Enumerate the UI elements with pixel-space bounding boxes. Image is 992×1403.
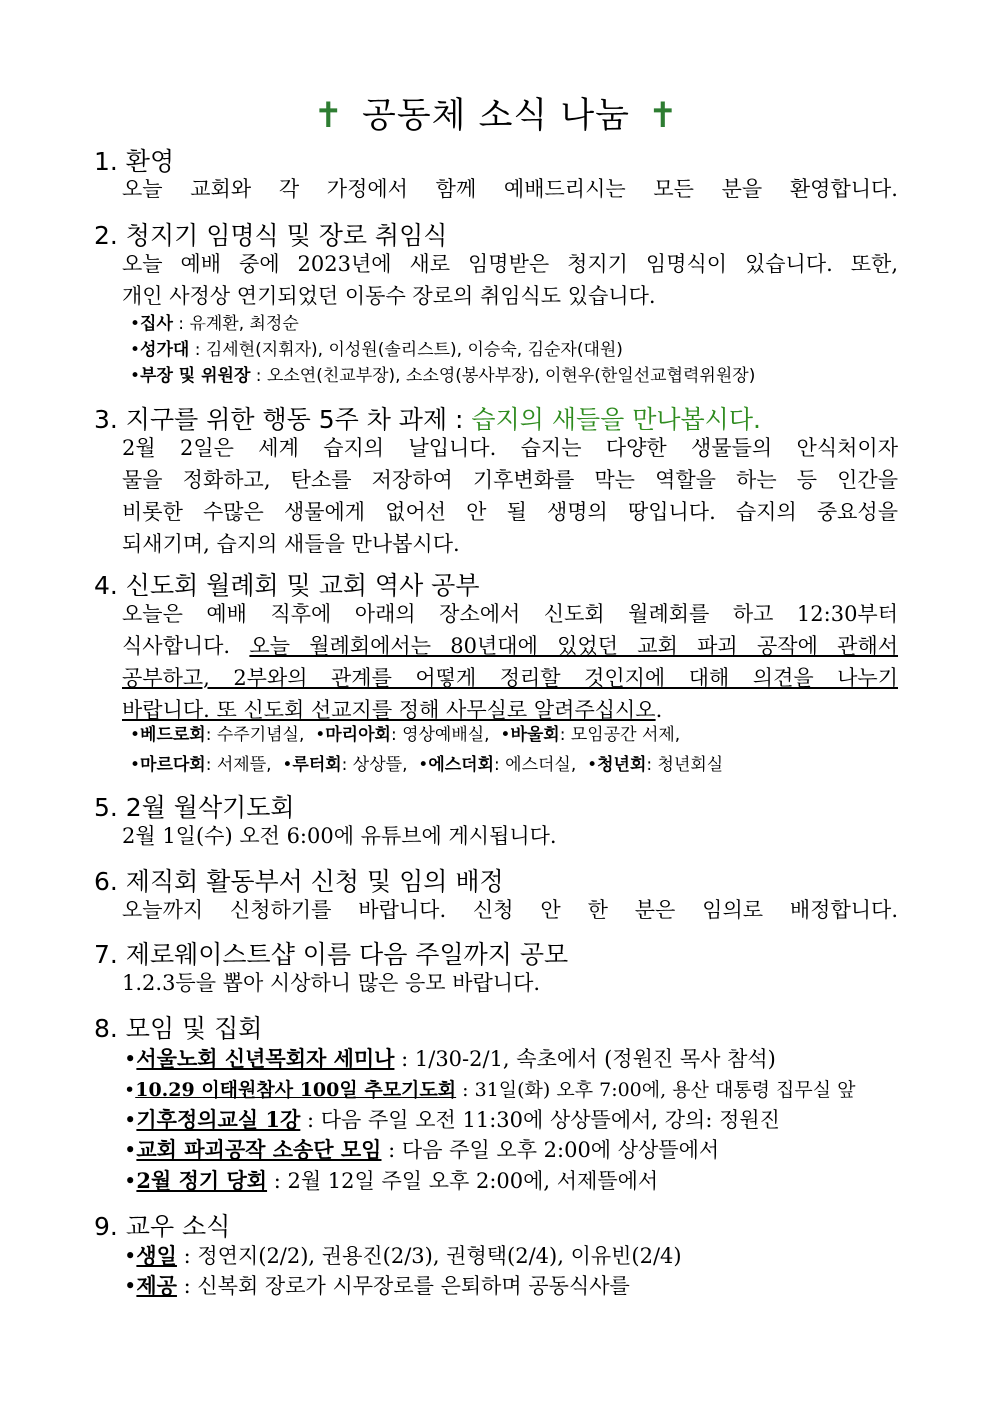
section-body-earth-action (122, 432, 898, 560)
bullet-text: 유계환, 최정순 (189, 314, 299, 334)
member-news-item: •제공 : 신복회 장로가 시무장로를 은퇴하며 공동식사를 (124, 1273, 630, 1298)
body-line: 비롯한 수많은 생물에게 없어선 안 될 생명의 땅입니다. 습지의 중요성을 (122, 500, 898, 524)
bullet-text: 오소연(친교부장), 소소영(봉사부장), 이현우(한일선교협력위원장) (266, 366, 756, 386)
bullet-label: 부장 및 위원장 (140, 366, 251, 386)
body-line: 되새기며, 습지의 새들을 만나봅시다. (122, 532, 460, 556)
section-body-welcome (122, 173, 898, 205)
bullet-item: •성가대 : 김세현(지휘자), 이성원(솔리스트), 이승숙, 김순자(대원) (130, 340, 623, 360)
bullet-item: •집사 : 유계환, 최정순 (130, 314, 299, 334)
body-line: 오늘 교회와 각 가정에서 함께 예배드리시는 모든 분을 환영합니다. (122, 177, 898, 201)
bullet-text: 김세현(지휘자), 이성원(솔리스트), 이승숙, 김순자(대원) (205, 340, 623, 360)
body-line: 공부하고, 2부와의 관계를 어떻게 정리할 것인지에 대해 의견을 나누기 (122, 666, 898, 690)
cross-icon: ✝ (313, 96, 344, 136)
title-text: 공동체 소식 나눔 (362, 96, 630, 136)
section-heading-fellowship: 4. 신도회 월례회 및 교회 역사 공부 (94, 571, 480, 600)
event-item: •서울노회 신년목회자 세미나 : 1/30-2/1, 속초에서 (정원진 목사 참석) (124, 1046, 776, 1071)
body-line: 2월 2일은 세계 습지의 날입니다. 습지는 다양한 생물들의 안식처이자 (122, 436, 898, 460)
places-row: •베드로회: 수주기념실, •마리아회: 영상예배실, •바울회: 모임공간 서제, (130, 725, 681, 745)
member-news-item: •생일 : 정연지(2/2), 권용진(2/3), 권형택(2/4), 이유빈(2/4) (124, 1243, 682, 1268)
body-line: 물을 정화하고, 탄소를 저장하여 기후변화를 막는 역할을 하는 등 인간을 (122, 468, 898, 492)
event-item: •2월 정기 당회 : 2월 12일 주일 오후 2:00에, 서제뜰에서 (124, 1168, 659, 1193)
bullet-label: 집사 (140, 314, 173, 334)
section-body-stewards (122, 248, 898, 312)
section-heading-member-news: 9. 교우 소식 (94, 1212, 231, 1241)
section-heading-zero-waste: 7. 제로웨이스트샵 이름 다음 주일까지 공모 (94, 940, 569, 969)
body-line: 개인 사정상 연기되었던 이동수 장로의 취임식도 있습니다. (122, 284, 656, 308)
body-line: 식사합니다. 오늘 월례회에서는 80년대에 있었던 교회 파괴 공작에 관해서 (122, 634, 899, 658)
page-title (0, 88, 992, 138)
body-line: 오늘까지 신청하기를 바랍니다. 신청 안 한 분은 임의로 배정합니다. (122, 898, 898, 922)
body-line: 오늘 예배 중에 2023년에 새로 임명받은 청지기 임명식이 있습니다. 또한, (122, 252, 898, 276)
bullet-label: 성가대 (140, 340, 190, 360)
section-body-dawn-prayer (122, 820, 898, 852)
section-body-committee (122, 894, 898, 926)
event-item: •교회 파괴공작 소송단 모임 : 다음 주일 오후 2:00에 상상뜰에서 (124, 1137, 720, 1162)
section-body-fellowship (122, 598, 898, 726)
cross-icon: ✝ (648, 96, 679, 136)
body-line: 바랍니다. 또 신도회 선교지를 정해 사무실로 알려주십시오. (122, 698, 663, 722)
places-row: •마르다회: 서제뜰, •루터회: 상상뜰, •에스더회: 에스더실, •청년회: 청년회실 (130, 755, 724, 775)
section-heading-earth-action: 3. 지구를 위한 행동 5주 차 과제 : 습지의 새들을 만나봅시다. (94, 405, 761, 434)
body-line: 오늘은 예배 직후에 아래의 장소에서 신도회 월례회를 하고 12:30부터 (122, 602, 898, 626)
body-line: 2월 1일(수) 오전 6:00에 유튜브에 게시됩니다. (122, 824, 557, 848)
section-heading-meetings: 8. 모임 및 집회 (94, 1014, 263, 1043)
section-heading-committee: 6. 제직회 활동부서 신청 및 임의 배정 (94, 867, 504, 896)
section-heading-stewards: 2. 청지기 임명식 및 장로 취임식 (94, 221, 448, 250)
bullet-item: •부장 및 위원장 : 오소연(친교부장), 소소영(봉사부장), 이현우(한일선교협력위원장) (130, 366, 756, 386)
body-line: 1.2.3등을 뽑아 시상하니 많은 응모 바랍니다. (122, 971, 541, 995)
heading-highlight: 습지의 새들을 만나봅시다. (471, 405, 761, 434)
section-heading-dawn-prayer: 5. 2월 월삭기도회 (94, 793, 295, 822)
section-body-zero-waste (122, 967, 898, 999)
event-item: •기후정의교실 1강 : 다음 주일 오전 11:30에 상상뜰에서, 강의: 정원진 (124, 1107, 780, 1132)
event-item: •10.29 이태원참사 100일 추모기도회 : 31일(화) 오후 7:00에, 용산 대통령 집무실 앞 (124, 1079, 856, 1101)
section-heading-welcome: 1. 환영 (94, 147, 175, 176)
